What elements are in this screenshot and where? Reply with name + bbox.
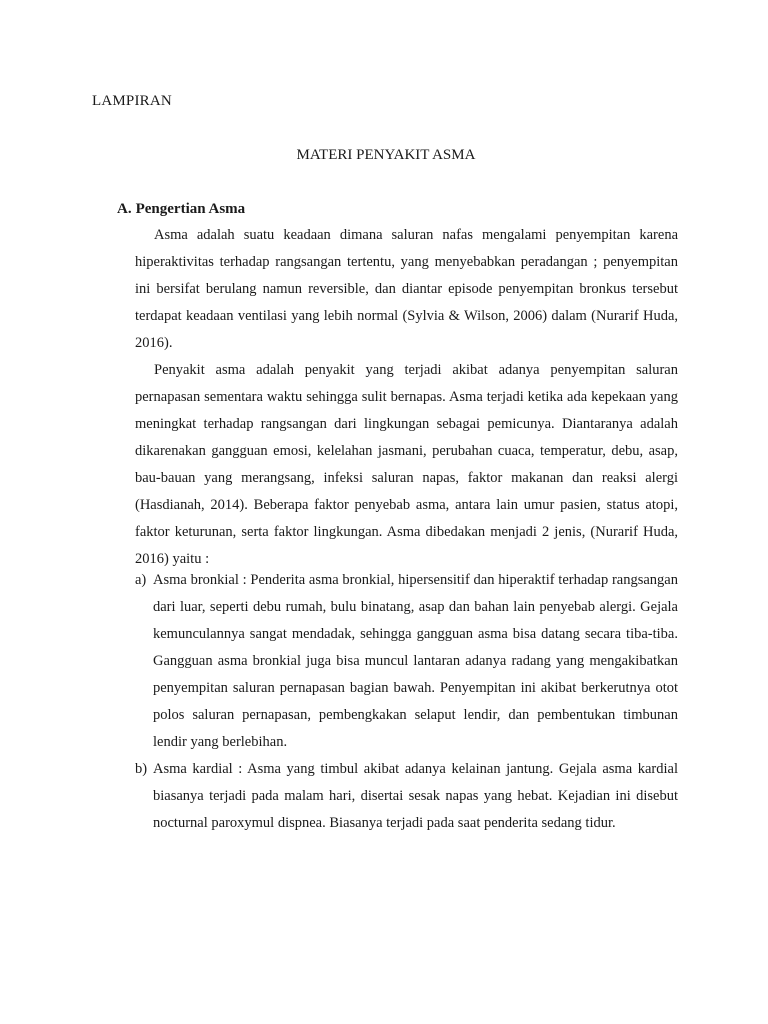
paragraph-causes: Penyakit asma adalah penyakit yang terjadi akibat adanya penyempitan saluran pernapasan sementara waktu sehingga sulit bernapas. Asma terjadi ketika ada kepekaan yang meningkat terhadap rangsangan dari lingkungan sebagai pemicunya. Diantaranya adalah dikarenakan gangguan emosi, kelelahan jasmani, perubahan cuaca, temperatur, debu, asap, bau-bauan yang merangsang, infeksi saluran napas, faktor makanan dan reaksi alergi (Hasdianah, 2014). Beberapa faktor penyebab asma, antara lain umur pasien, status atopi, faktor keturunan, serta faktor lingkungan. Asma dibedakan menjadi 2 jenis, (Nurarif Huda, 2016) yaitu :	[135, 362, 678, 567]
list-item-asma-kardial	[135, 756, 678, 837]
section-heading	[117, 201, 245, 218]
appendix-title: LAMPIRAN	[92, 93, 172, 109]
section-number: A.	[117, 201, 132, 217]
list-item-text: Asma kardial : Asma yang timbul akibat adanya kelainan jantung. Gejala asma kardial biasanya terjadi pada malam hari, disertai sesak napas yang hebat. Kejadian ini disebut nocturnal paroxymul dispnea. Biasanya terjadi pada saat penderita sedang tidur.	[153, 761, 678, 831]
paragraph-definition: Asma adalah suatu keadaan dimana saluran nafas mengalami penyempitan karena hiperaktivitas terhadap rangsangan tertentu, yang menyebabkan peradangan ; penyempitan ini bersifat berulang namun reversible, dan diantar episode penyempitan bronkus tersebut terdapat keadaan ventilasi yang lebih normal (Sylvia & Wilson, 2006) dalam (Nurarif Huda, 2016).	[135, 227, 678, 351]
section-heading-text: Pengertian Asma	[135, 201, 246, 217]
list-marker: b)	[135, 761, 148, 777]
list-marker: a)	[135, 572, 147, 588]
document-title: MATERI PENYAKIT ASMA	[296, 147, 476, 163]
list-item-asma-bronkial	[135, 567, 678, 756]
list-item-text: Asma bronkial : Penderita asma bronkial, hipersensitif dan hiperaktif terhadap rangsangan dari luar, seperti debu rumah, bulu binatang, asap dan bahan lain penyebab alergi. Gejala kemunculannya sangat mendadak, sehingga gangguan asma bisa datang secara tiba-tiba. Gangguan asma bronkial juga bisa muncul lantaran adanya radang yang mengakibatkan penyempitan saluran pernapasan bagian bawah. Penyempitan ini akibat berkerutnya otot polos saluran pernapasan, pembengkakan selaput lendir, dan pembentukan timbunan lendir yang berlebihan.	[153, 572, 678, 750]
